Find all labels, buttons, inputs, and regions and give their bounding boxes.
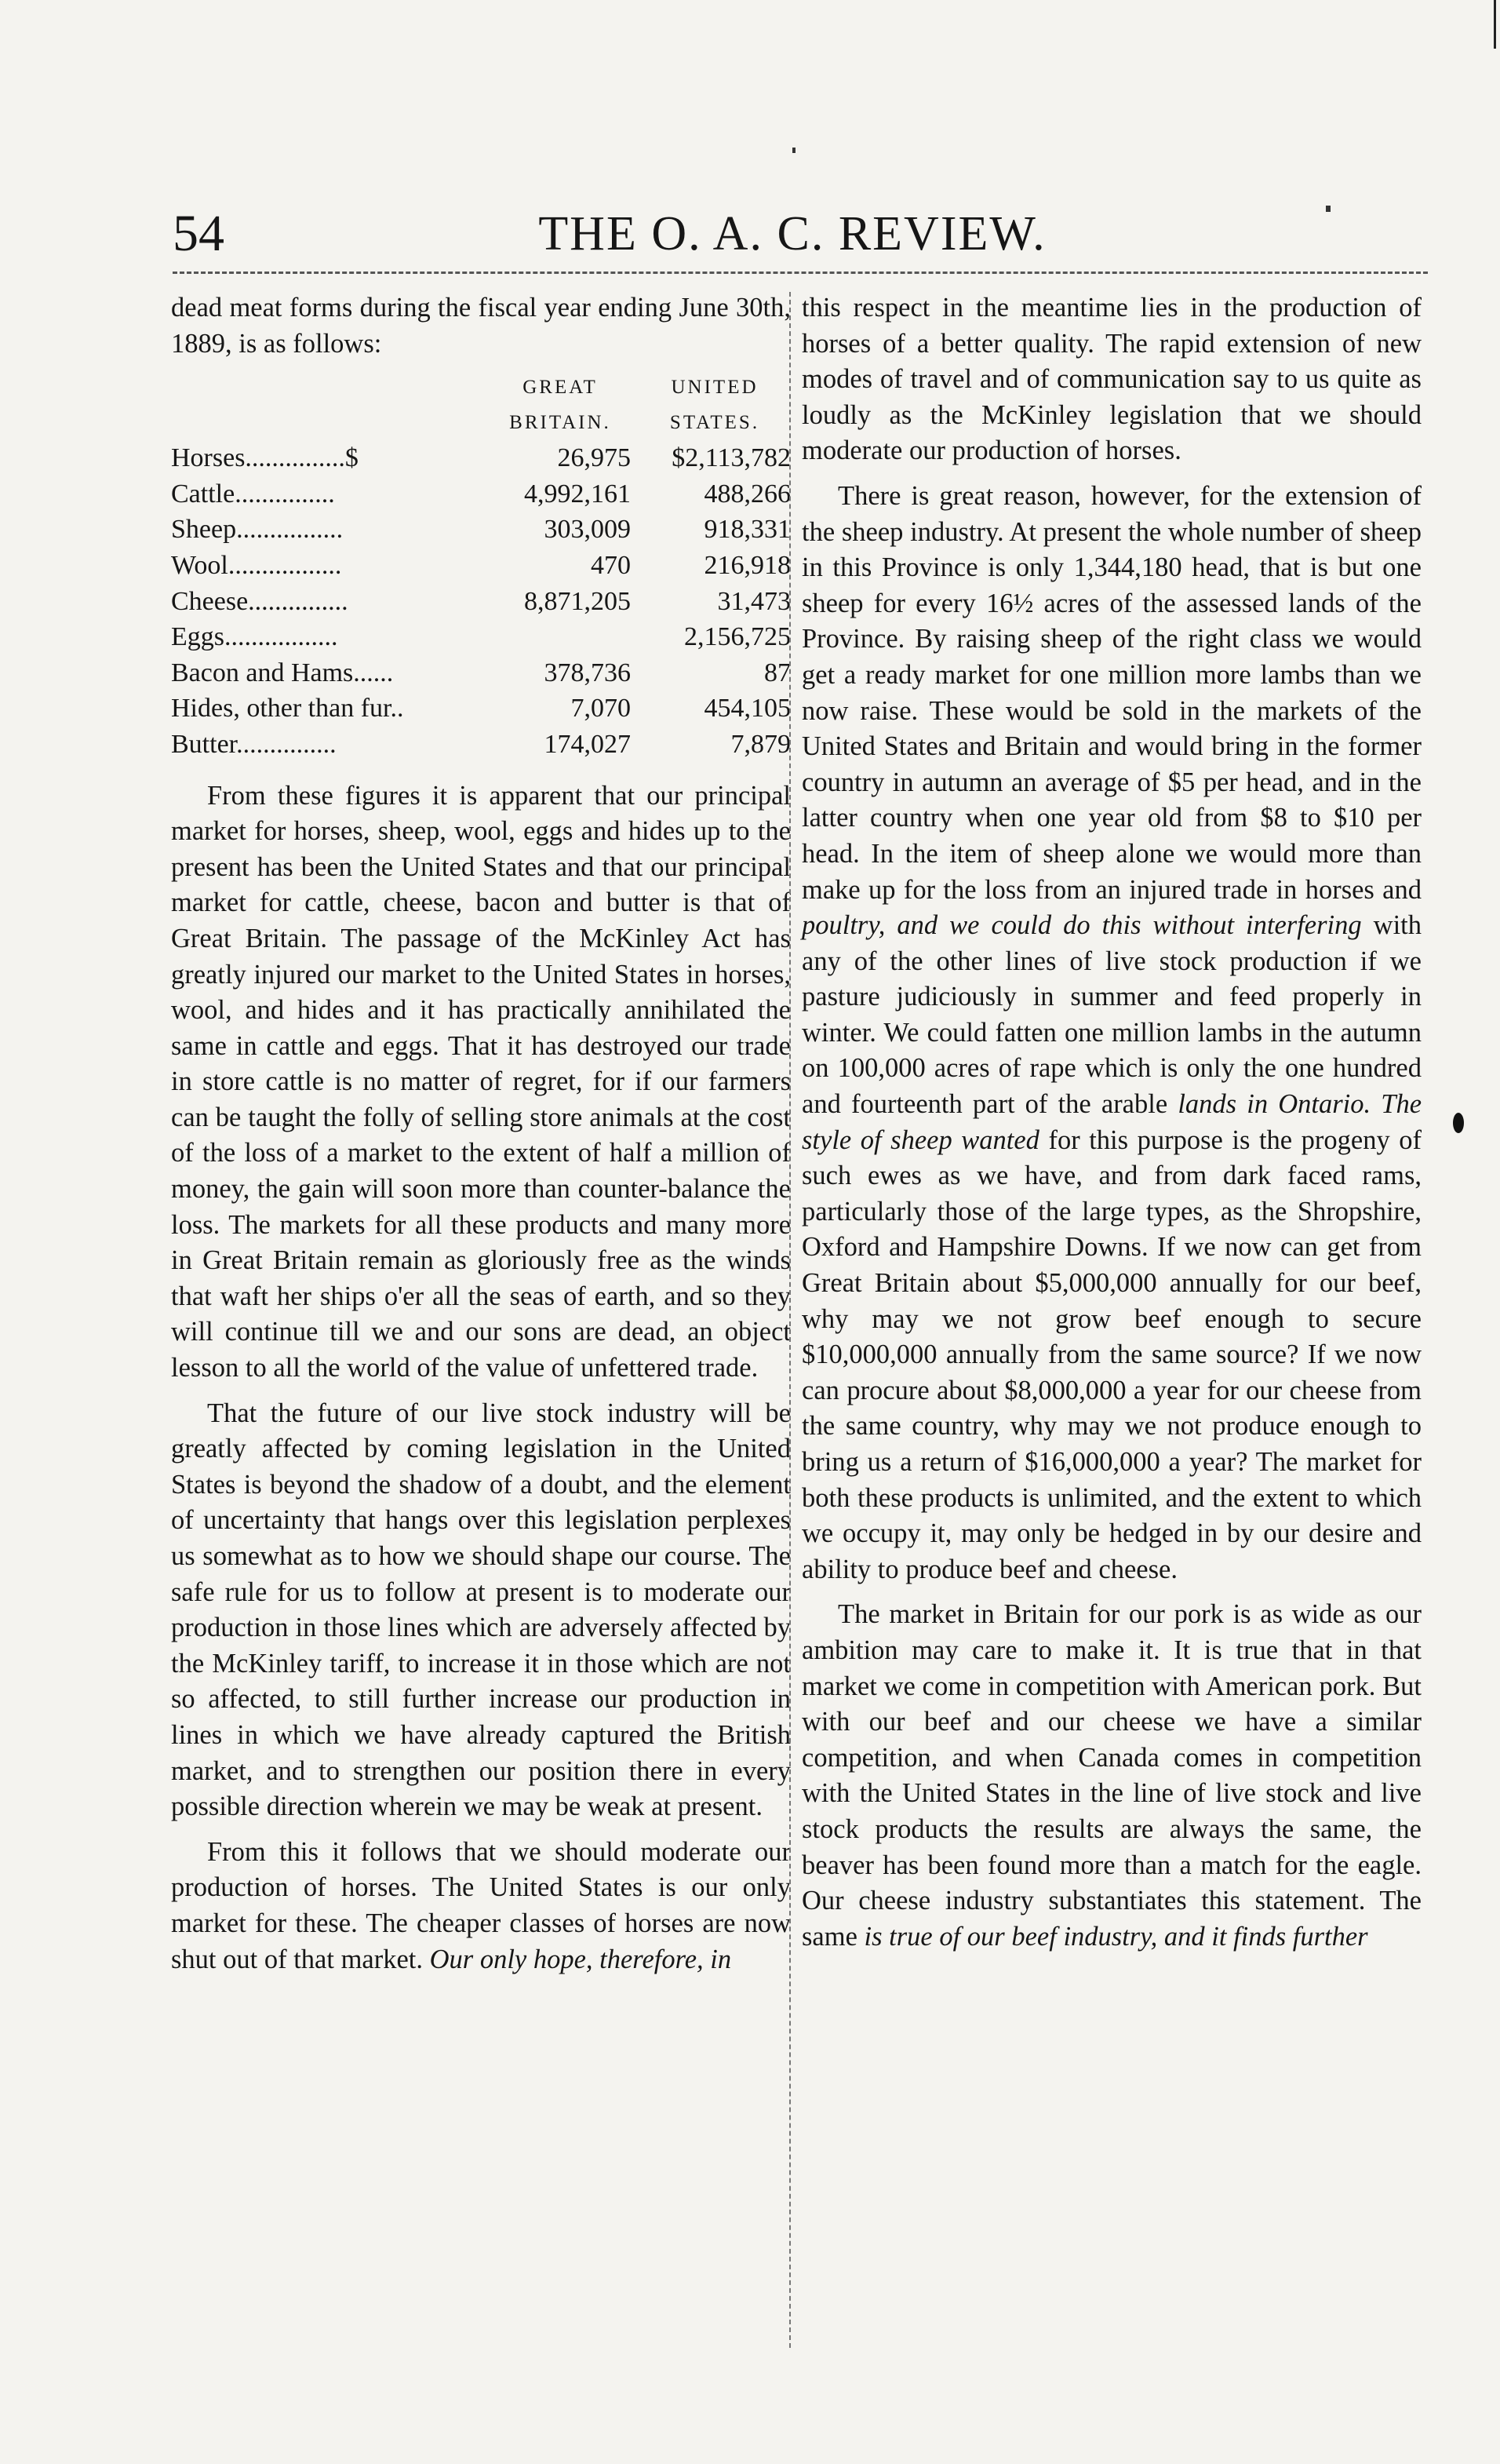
paragraph-pork [802,1597,1422,1955]
united-states-value: 7,879 [730,729,791,759]
column-header-united-states: UNITED STATES. [669,377,760,434]
united-states-value: 488,266 [704,479,791,508]
great-britain-value: 4,992,161 [524,479,631,508]
table-header-spacer [171,370,482,440]
great-britain-value: 470 [591,550,631,580]
table-row [171,727,791,763]
row-label: Wool................. [171,550,342,580]
great-britain-value: 378,736 [544,658,631,687]
united-states-value: 2,156,725 [684,622,791,652]
intro-text: dead meat forms during the fiscal year ending June 30th, 1889, is as follows: [171,293,791,359]
great-britain-value: 174,027 [544,729,631,759]
great-britain-value: 303,009 [544,515,631,545]
right-column [802,290,1422,1955]
table-row [171,584,791,620]
paragraph-figures: From these figures it is apparent that our principal market for horses, sheep, wool, eggs and hides up to the present has been the United States and that our principal market for cattle, cheese, bacon and butter is that of Great Britain. The passage of the McKinley Act has greatly injured our market to the United States in horses, wool, and hides and it has practically annihilated the same in cattle and eggs. That it has destroyed our trade in store cattle is no matter of regret, for if our farmers can be taught the folly of selling store animals at the cost of the loss of a market to the extent of half a million of money, the gain will soon more than counter-balance the loss. The markets for all these products and many more in Great Britain remain as gloriously free as the winds that waft her ships o'er all the seas of earth, and so they will continue till we and our sons are dead, an object lesson to all the world of the value of unfettered trade. [171,780,791,1383]
row-label: Horses...............$ [171,443,359,473]
united-states-value: 216,918 [704,550,791,580]
trade-table [171,370,791,762]
row-label: Eggs................. [171,622,338,652]
paragraph-sheep-italic-b: lands in Ontario. The style of sheep wanted [802,1089,1422,1155]
paragraph-sheep-italic-a: poultry, and we could do this without interfering [802,910,1362,941]
row-label: Cattle............... [171,479,335,508]
paragraph-continuation: this respect in the meantime lies in the production of horses of a better quality. The rapid extension of new modes of travel and of communication say to us quite as loudly as the McKinley legislation that we should moderate our production of horses. [802,293,1422,466]
row-label: Bacon and Hams...... [171,658,394,687]
great-britain-value: 26,975 [557,443,631,473]
margin-bullet [1453,1113,1464,1133]
column-divider [789,292,791,2348]
table-row [171,691,791,727]
paragraph-pork-italic: is true of our beef industry, and it finds further [864,1921,1368,1952]
table-row [171,548,791,584]
running-title: THE O. A. C. REVIEW. [538,207,1047,261]
row-label: Sheep................ [171,515,344,545]
great-britain-value [482,619,639,655]
row-label: Butter............... [171,729,337,759]
row-label: Cheese............... [171,586,348,616]
paragraph-legislation: That the future of our live stock industry will be greatly affected by coming legislation in the United States is beyond the shadow of a doubt, and the element of uncertainty that hangs over this legislation perplexes us somewhat as to how we should shape our course. The safe rule for us to follow at present is to moderate our production in those lines which are adversely affected by the McKinley tariff, to increase it in those which are not so affected, to still further increase our production in lines in which we have already captured the British market, and to strengthen our position there in every possible direction wherein we may be weak at present. [171,1398,791,1822]
table-row [171,655,791,691]
united-states-value: 31,473 [717,586,791,616]
united-states-value: $2,113,782 [672,443,791,473]
table-header [171,370,791,440]
row-label: Hides, other than fur.. [171,694,404,724]
page-number: 54 [173,205,224,262]
paragraph-pork-text: The market in Britain for our pork is as wide as our ambition may care to make it. It is true that in that market we come in competition with American pork. But with our beef and our cheese we have a similar competition, and when Canada comes in competition with the United States in the line of live stock and live stock products the results are always the same, the beaver has been found more than a match for the eagle. Our cheese industry substantiates this statement. The same [802,1599,1422,1952]
great-britain-value: 8,871,205 [524,586,631,616]
united-states-value: 454,105 [704,694,791,724]
paragraph-horses-italic: Our only hope, therefore, in [429,1944,732,1974]
column-header-great-britain: GREAT BRITAIN. [509,377,611,434]
paragraph-horses [171,1835,791,1977]
paragraph-sheep-part-a: There is great reason, however, for the extension of the sheep industry. At present the whole number of sheep in this Province is only 1,344,180 head, that is but one sheep for every 16½ acres of the assessed lands of the Province. By raising sheep of the right class we would get a ready market for one million more lambs than we now raise. These would be sold in the markets of the United States and Britain and would bring in the former country in autumn an average of $5 per head, and in the latter country when one year old from $8 to $10 per head. In the item of sheep alone we would more than make up for the loss from an injured trade in horses and [802,480,1422,905]
paragraph-horses-text: From this it follows that we should moderate our production of horses. The United States is our only market for these. The cheaper classes of horses are now shut out of that market. [171,1836,791,1974]
table-row [171,619,791,655]
edge-mark [1494,0,1496,49]
table-row [171,440,791,476]
paragraph-sheep-part-b: with any of the other lines of live stock production if we pasture judiciously in summer and feed properly in winter. We could fatten one million lambs in the autumn on 100,000 acres of rape which is only the one hundred and fourteenth part of the arable [802,910,1422,1120]
table-row [171,476,791,512]
table-row [171,512,791,548]
united-states-value: 87 [764,658,791,687]
left-column [171,290,791,1977]
page-header [173,202,1412,265]
speck-mark [792,148,796,153]
paragraph-sheep [802,479,1422,1587]
united-states-value: 918,331 [704,515,791,545]
header-rule [173,272,1428,274]
speck-mark [1326,206,1331,212]
paragraph-sheep-part-c: for this purpose is the progeny of such ewes as we have, and from dark faced rams, particularly those of the large types, as the Shropshire, Oxford and Hampshire Downs. If we now can get from Great Britain about $5,000,000 annually for our beef, why may we not grow beef enough to secure $10,000,000 annually from the same source? If we now can procure about $8,000,000 a year for our cheese from the same country, why may we not produce enough to bring us a return of $16,000,000 a year? The market for both these products is unlimited, and the extent to which we occupy it, may only be hedged in by our desire and ability to produce beef and cheese. [802,1124,1422,1584]
great-britain-value: 7,070 [570,694,631,724]
